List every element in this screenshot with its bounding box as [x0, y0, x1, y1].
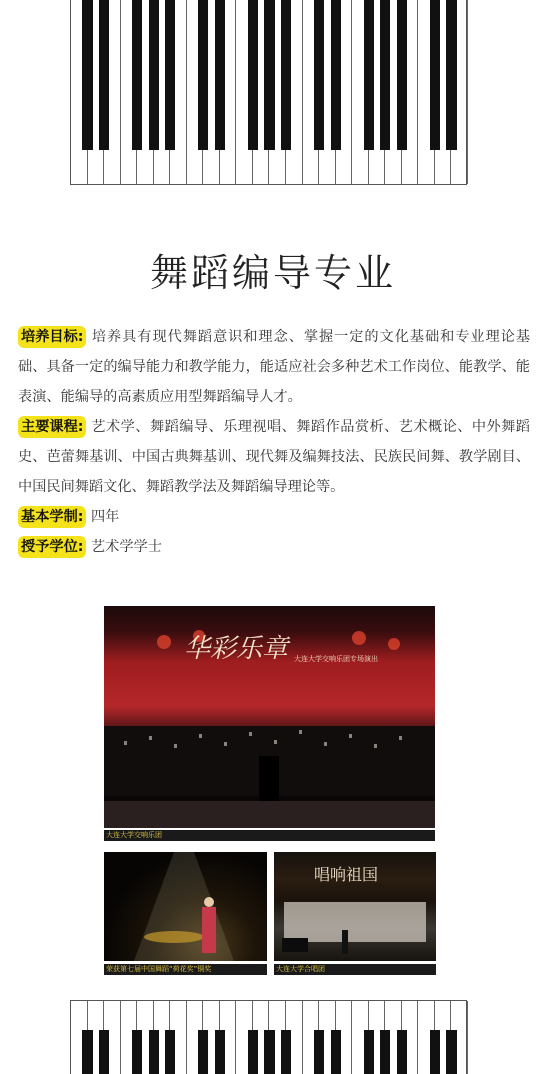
piano-black-key: [446, 1030, 456, 1074]
piano-keyboard-top: [70, 0, 467, 185]
piano-keyboard-bottom: [70, 1000, 467, 1074]
piano-black-key: [198, 0, 208, 150]
dancer-caption: [104, 964, 267, 975]
text-courses: 艺术学、舞蹈编导、乐理视唱、舞蹈作品赏析、艺术概论、中外舞蹈史、芭蕾舞基训、中国古典舞基训、现代舞及编舞技法、民族民间舞、教学剧目、中国民间舞蹈文化、舞蹈教学法及舞蹈编导理论等。: [18, 419, 530, 495]
piano-black-key: [397, 0, 407, 150]
piano-black-key: [314, 1030, 324, 1074]
section-duration: [18, 502, 530, 532]
piano-black-key: [364, 0, 374, 150]
piano-black-key: [132, 1030, 142, 1074]
dancer-scene: [104, 852, 267, 961]
choir-caption-text: 大连大学合唱团: [276, 965, 325, 973]
section-goal: [18, 322, 530, 412]
label-degree: 授予学位:: [18, 536, 86, 558]
label-duration: 基本学制:: [18, 506, 86, 528]
dancer-photo: [104, 852, 267, 961]
piano-black-key: [198, 1030, 208, 1074]
section-degree: [18, 532, 530, 562]
piano-black-key: [248, 0, 258, 150]
piano-black-key: [149, 1030, 159, 1074]
piano-black-key: [149, 0, 159, 150]
piano-black-key: [165, 1030, 175, 1074]
piano-black-key: [430, 0, 440, 150]
piano-black-key: [264, 0, 274, 150]
choir-banner: 唱响祖国: [314, 865, 379, 884]
choir-caption: [274, 964, 436, 975]
piano-black-key: [397, 1030, 407, 1074]
piano-black-key: [215, 0, 225, 150]
banner-title: 华彩乐章: [184, 634, 289, 664]
piano-black-key: [430, 1030, 440, 1074]
piano-black-key: [82, 1030, 92, 1074]
piano-black-key: [248, 1030, 258, 1074]
piano-black-key: [264, 1030, 274, 1074]
orchestra-caption-text: 大连大学交响乐团: [106, 831, 162, 839]
piano-black-key: [82, 0, 92, 150]
label-goal: 培养目标:: [18, 326, 86, 348]
orchestra-photo: [104, 606, 435, 828]
text-degree: 艺术学学士: [90, 539, 162, 555]
piano-black-key: [364, 1030, 374, 1074]
piano-black-key: [380, 0, 390, 150]
page-title: 舞蹈编导专业: [149, 251, 396, 295]
piano-black-key: [446, 0, 456, 150]
banner-subtitle: 大连大学交响乐团专场演出: [294, 655, 378, 663]
label-courses: 主要课程:: [18, 416, 86, 438]
dancer-caption-text: 荣获第七届中国舞蹈“荷花奖”铜奖: [106, 965, 212, 973]
piano-black-key: [380, 1030, 390, 1074]
section-courses: [18, 412, 530, 502]
program-info: [18, 322, 530, 562]
piano-black-key: [314, 0, 324, 150]
piano-black-key: [331, 1030, 341, 1074]
orchestra-caption: [104, 830, 435, 841]
piano-black-key: [132, 0, 142, 150]
text-duration: 四年: [90, 509, 120, 525]
piano-black-key: [331, 0, 341, 150]
piano-black-key: [165, 0, 175, 150]
choir-photo: [274, 852, 436, 961]
piano-black-key: [99, 1030, 109, 1074]
text-goal: 培养具有现代舞蹈意识和理念、掌握一定的文化基础和专业理论基础、具备一定的编导能力和教学能力，能适应社会多种艺术工作岗位、能教学、能表演、能编导的高素质应用型舞蹈编导人才。: [18, 329, 530, 405]
piano-black-key: [281, 1030, 291, 1074]
piano-black-key: [215, 1030, 225, 1074]
piano-black-key: [99, 0, 109, 150]
piano-black-key: [281, 0, 291, 150]
